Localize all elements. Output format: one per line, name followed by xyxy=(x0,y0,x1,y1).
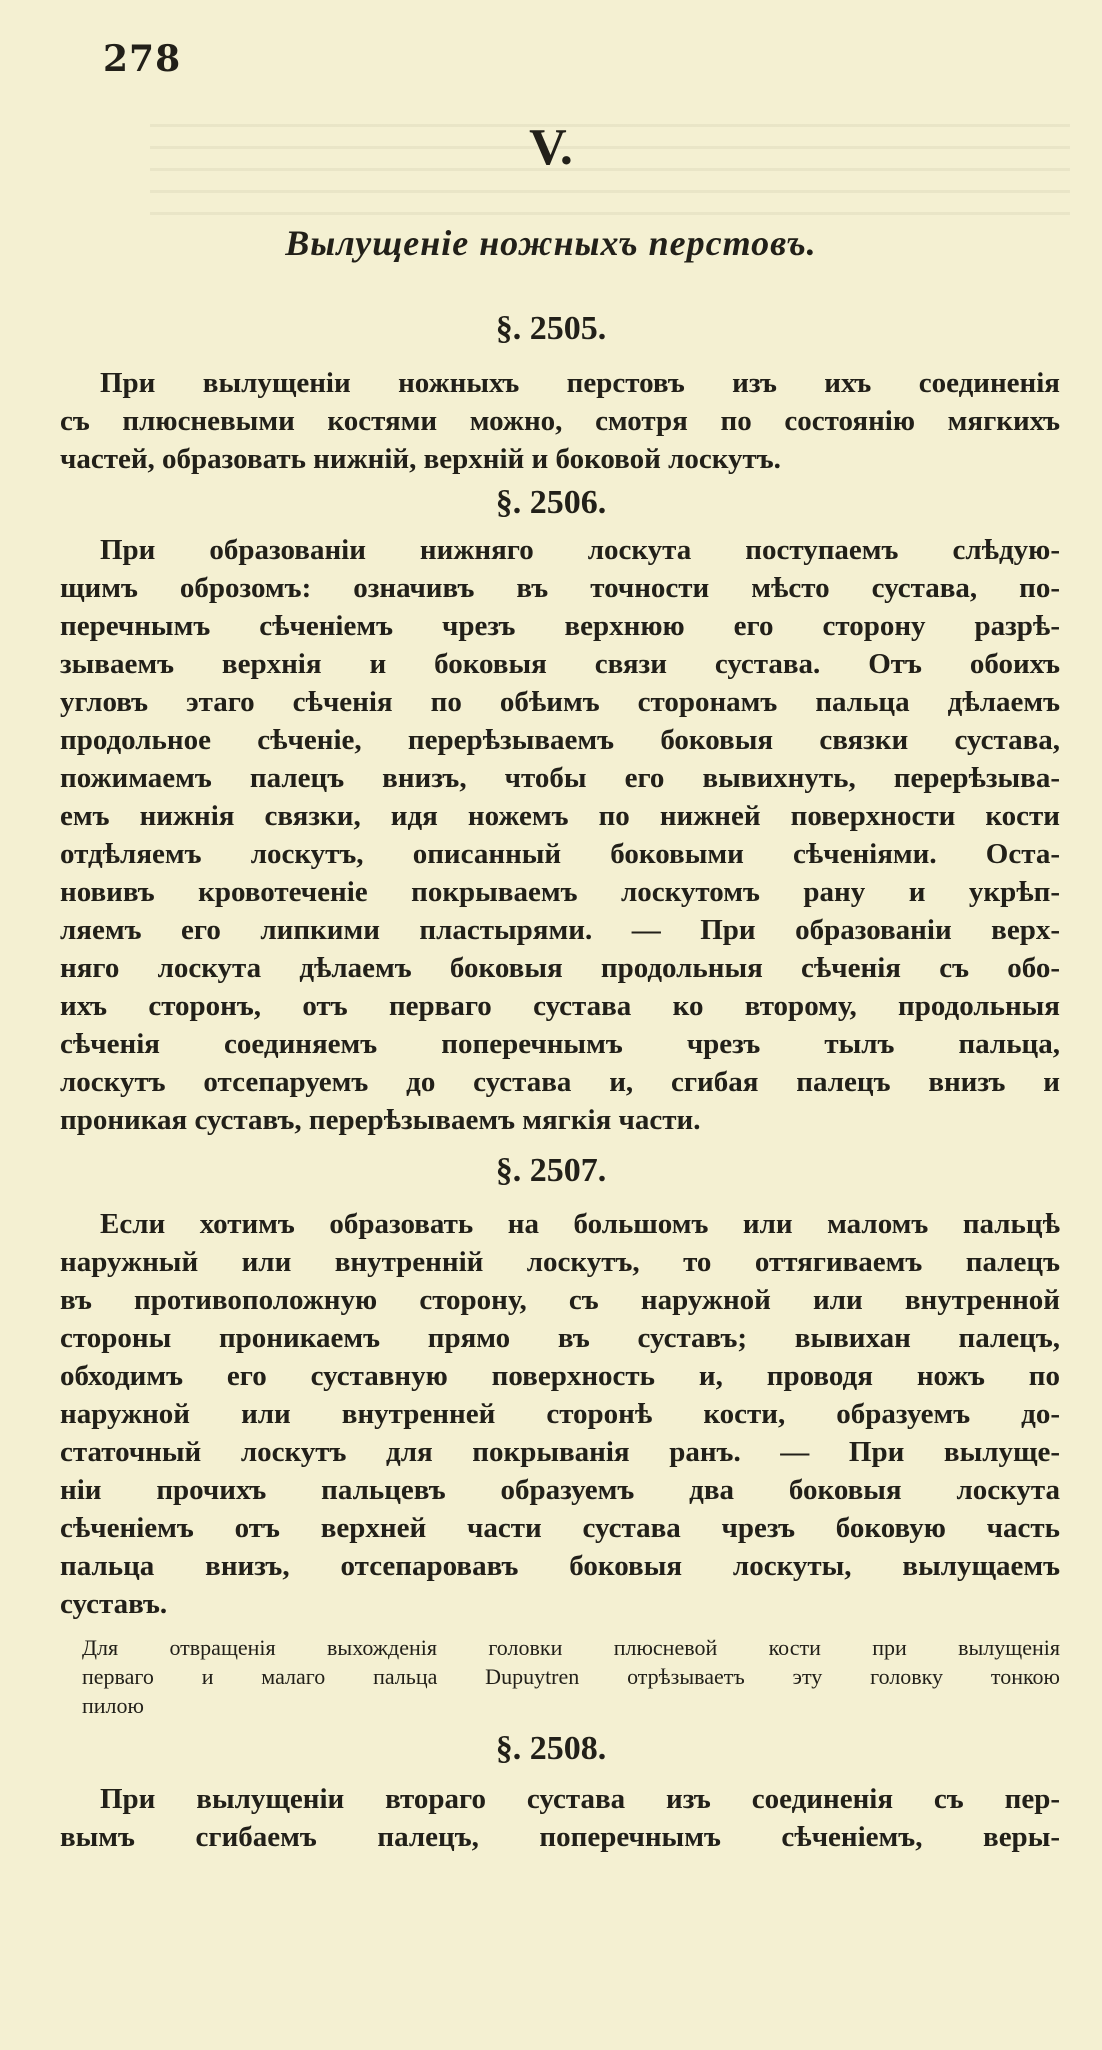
section-2507-text xyxy=(60,1205,1060,1623)
text-line: При образованіи нижняго лоскута поступаемъ слѣдую- xyxy=(100,534,1060,566)
text-line: няго лоскута дѣлаемъ боковыя продольныя сѣченія съ обо- xyxy=(60,952,1060,984)
section-heading-2506: §. 2506. xyxy=(495,484,607,521)
footnote-line: Для отвращенія выхожденія головки плюсневой кости при вылущенія xyxy=(82,1635,1060,1660)
text-line: зываемъ верхнія и боковыя связи сустава. Отъ обоихъ xyxy=(60,648,1060,680)
footnote-line: перваго и малаго пальца Dupuytren отрѣзываетъ эту головку тонкою xyxy=(82,1664,1060,1689)
chapter-title: Вылущеніе ножныхъ перстовъ. xyxy=(285,223,817,263)
text-line: сѣченіемъ отъ верхней части сустава чрезъ боковую часть xyxy=(60,1512,1060,1544)
section-2508-text xyxy=(60,1780,1060,1856)
text-line: Если хотимъ образовать на большомъ или маломъ пальцѣ xyxy=(100,1208,1060,1240)
text-line: въ противоположную сторону, съ наружной или внутренной xyxy=(60,1284,1060,1316)
section-heading-2507: §. 2507. xyxy=(495,1152,607,1189)
text-line: щимъ оброзомъ: означивъ въ точности мѣсто сустава, по- xyxy=(60,572,1060,604)
section-heading-2505: §. 2505. xyxy=(495,310,607,347)
text-line: сѣченія соединяемъ поперечнымъ чрезъ тылъ пальца, xyxy=(60,1028,1060,1060)
text-line: перечнымъ сѣченіемъ чрезъ верхнюю его сторону разрѣ- xyxy=(60,610,1060,642)
text-line: проникая суставъ, перерѣзываемъ мягкія части. xyxy=(60,1104,701,1136)
text-line: стороны проникаемъ прямо въ суставъ; вывихан палецъ, xyxy=(60,1322,1060,1354)
text-line: ляемъ его липкими пластырями. — При образованіи верх- xyxy=(60,914,1060,946)
page-number: 278 xyxy=(103,38,182,80)
text-line: съ плюсневыми костями можно, смотря по состоянію мягкихъ xyxy=(60,405,1060,437)
text-line: суставъ. xyxy=(60,1588,168,1620)
text-line: наружной или внутренней сторонѣ кости, образуемъ до- xyxy=(60,1398,1060,1430)
text-line: ніи прочихъ пальцевъ образуемъ два боковыя лоскута xyxy=(60,1474,1060,1506)
text-line: продольное сѣченіе, перерѣзываемъ боковыя связки сустава, xyxy=(60,724,1060,756)
text-line: вымъ сгибаемъ палецъ, поперечнымъ сѣченіемъ, веры- xyxy=(60,1821,1060,1853)
section-2506-text xyxy=(60,531,1060,1139)
text-line: емъ нижнія связки, идя ножемъ по нижней поверхности кости xyxy=(60,800,1060,832)
text-line: отдѣляемъ лоскутъ, описанный боковыми сѣченіями. Оста- xyxy=(60,838,1060,870)
text-line: статочный лоскутъ для покрыванія ранъ. — При вылуще- xyxy=(60,1436,1060,1468)
text-line: ихъ сторонъ, отъ перваго сустава ко второму, продольныя xyxy=(60,990,1060,1022)
text-line: лоскутъ отсепаруемъ до сустава и, сгибая палецъ внизъ и xyxy=(60,1066,1060,1098)
chapter-numeral: V. xyxy=(529,119,573,176)
text-line: наружный или внутренній лоскутъ, то оттягиваемъ палецъ xyxy=(60,1246,1060,1278)
text-line: При вылущеніи втораго сустава изъ соединенія съ пер- xyxy=(100,1783,1060,1815)
section-heading-2508: §. 2508. xyxy=(495,1730,607,1767)
text-line: пожимаемъ палецъ внизъ, чтобы его вывихнуть, перерѣзыва- xyxy=(60,762,1060,794)
text-line: новивъ кровотеченіе покрываемъ лоскутомъ рану и укрѣп- xyxy=(60,876,1060,908)
text-line: При вылущеніи ножныхъ перстовъ изъ ихъ соединенія xyxy=(100,367,1060,399)
footnote-line: пилою xyxy=(82,1693,144,1718)
text-line: угловъ этаго сѣченія по обѣимъ сторонамъ пальца дѣлаемъ xyxy=(60,686,1060,718)
text-line: пальца внизъ, отсепаровавъ боковыя лоскуты, вылущаемъ xyxy=(60,1550,1060,1582)
section-2505-text xyxy=(60,364,1060,478)
text-line: частей, образовать нижній, верхній и боковой лоскутъ. xyxy=(60,443,781,475)
footnote xyxy=(82,1633,1060,1720)
text-line: обходимъ его суставную поверхность и, проводя ножъ по xyxy=(60,1360,1060,1392)
